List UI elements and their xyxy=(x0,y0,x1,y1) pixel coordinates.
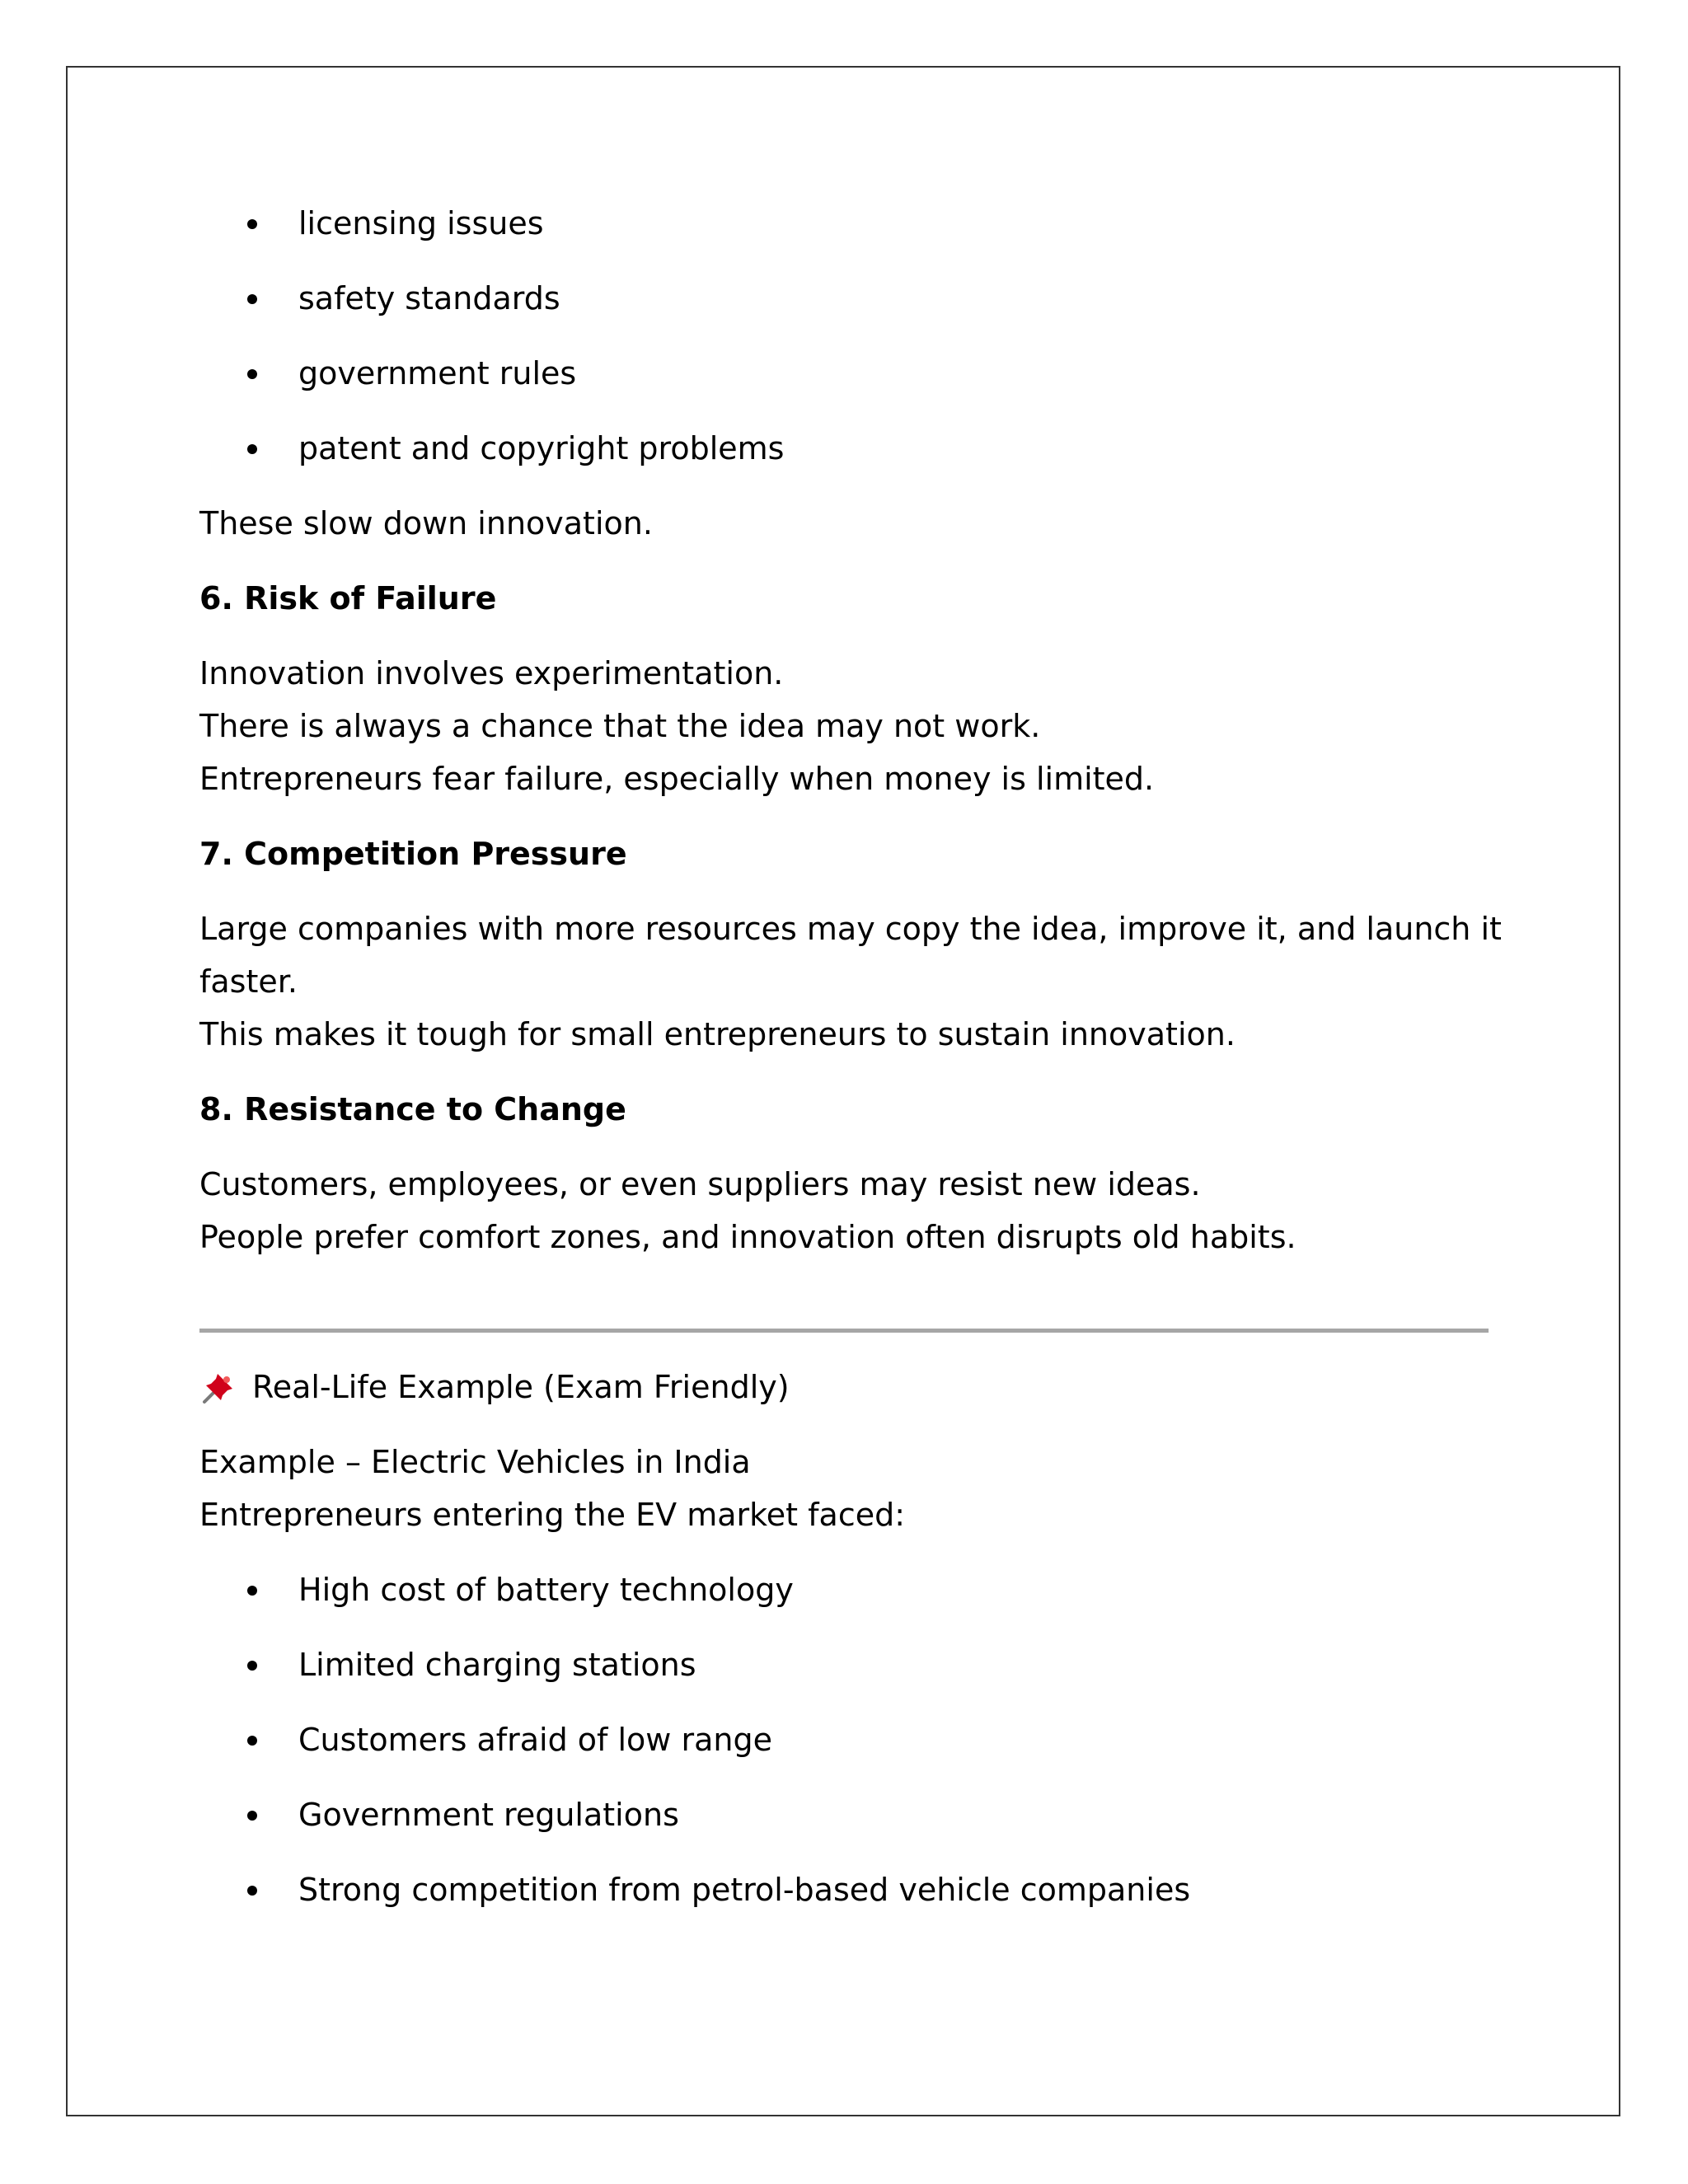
paragraph-line: faster. xyxy=(199,963,298,1000)
list-item-text: High cost of battery technology xyxy=(298,1572,794,1608)
horizontal-divider xyxy=(199,1329,1489,1333)
bullet-icon xyxy=(247,294,257,304)
example-title-row xyxy=(199,1367,1189,1408)
bullet-icon xyxy=(247,219,257,229)
bullet-icon xyxy=(247,1811,257,1821)
list-item-text: Customers afraid of low range xyxy=(298,1722,772,1758)
paragraph-line: People prefer comfort zones, and innovation often disrupts old habits. xyxy=(199,1219,1296,1255)
bullet-icon xyxy=(247,369,257,379)
paragraph-line: Entrepreneurs fear failure, especially when money is limited. xyxy=(199,761,1155,797)
paragraph: These slow down innovation. xyxy=(199,505,653,541)
paragraph-line: Innovation involves experimentation. xyxy=(199,655,784,691)
list-item-text: Government regulations xyxy=(298,1797,679,1833)
list-item-text: government rules xyxy=(298,355,577,391)
example-intro: Entrepreneurs entering the EV market faced: xyxy=(199,1497,906,1533)
bullet-icon xyxy=(247,1736,257,1746)
section-heading: 8. Resistance to Change xyxy=(199,1091,626,1127)
list-item-text: patent and copyright problems xyxy=(298,430,785,466)
paragraph-line: Large companies with more resources may copy the idea, improve it, and launch it xyxy=(199,911,1502,947)
bullet-icon xyxy=(247,1886,257,1896)
pushpin-icon xyxy=(199,1369,237,1407)
bullet-icon xyxy=(247,444,257,454)
list-item-text: licensing issues xyxy=(298,205,544,241)
paragraph-line: This makes it tough for small entrepreneurs to sustain innovation. xyxy=(199,1016,1236,1052)
bullet-icon xyxy=(247,1661,257,1671)
paragraph-line: Customers, employees, or even suppliers may resist new ideas. xyxy=(199,1166,1201,1202)
bullet-icon xyxy=(247,1586,257,1596)
paragraph-line: There is always a chance that the idea may not work. xyxy=(199,708,1041,744)
list-item-text: Strong competition from petrol-based vehicle companies xyxy=(298,1872,1191,1908)
section-heading: 7. Competition Pressure xyxy=(199,836,627,872)
example-subtitle: Example – Electric Vehicles in India xyxy=(199,1444,751,1480)
list-item-text: safety standards xyxy=(298,280,560,316)
example-title: Real-Life Example (Exam Friendly) xyxy=(252,1369,790,1405)
list-item-text: Limited charging stations xyxy=(298,1647,696,1683)
section-heading: 6. Risk of Failure xyxy=(199,580,497,616)
